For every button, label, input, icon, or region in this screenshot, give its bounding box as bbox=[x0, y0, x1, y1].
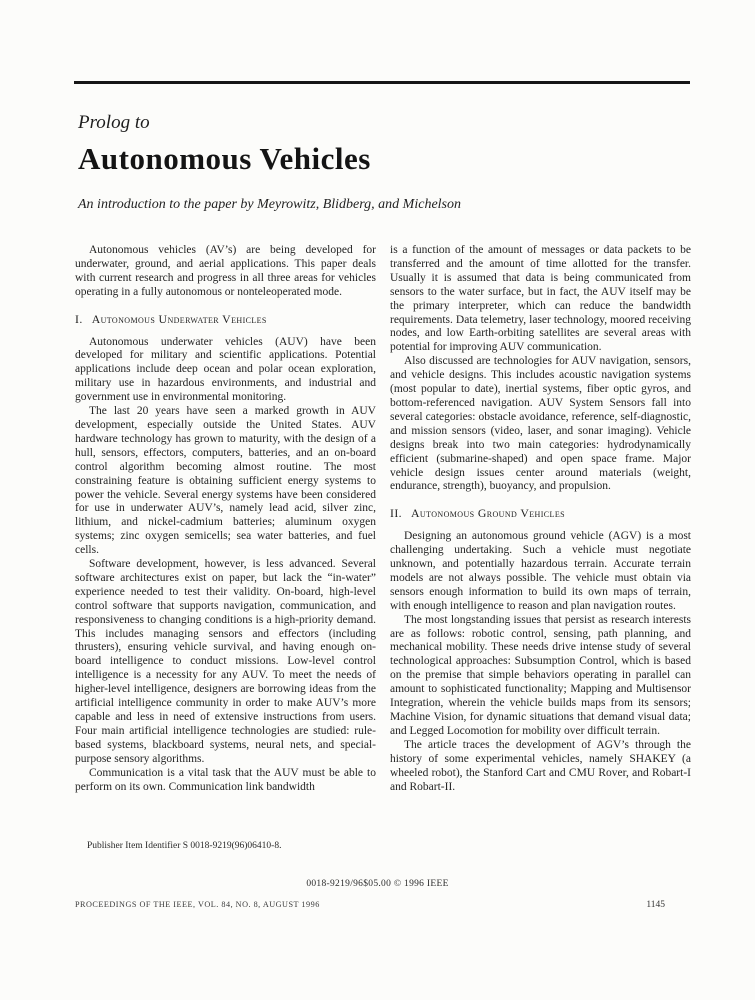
copyright-line: 0018-9219/96$05.00 © 1996 IEEE bbox=[306, 879, 449, 889]
kicker: Prolog to bbox=[78, 112, 150, 133]
section-heading-agv bbox=[390, 507, 691, 521]
paragraph: The most longstanding issues that persist as research interests are as follows: robotic control, sensing, path planning, and mechanical mobility. These needs drive intense study of several technological approaches: Subsumption Control, which is based on the premise that simple behaviors operating in parallel can amount to sophisticated functionality; Mapping and Multisensor Integration, wherein the vehicle builds maps from its sensors; Machine Vision, for dynamic situations that demand visual data; and Legged Locomotion for mobility over difficult terrain. bbox=[390, 613, 691, 737]
page-footer bbox=[75, 900, 665, 910]
journal-info: PROCEEDINGS OF THE IEEE, VOL. 84, NO. 8, AUGUST 1996 bbox=[75, 900, 320, 909]
paragraph: Also discussed are technologies for AUV navigation, sensors, and vehicle designs. This includes acoustic navigation systems (most popular to date), inertial systems, fiber optic gyros, and bottom-referenced navigation. AUV System Sensors fall into several categories: obstacle avoidance, reference, self-diagnostic, and mission sensors (video, laser, and sonar imaging). Vehicle designs break into two main categories: hydrodynamically efficient (submarine-shaped) and open space frame. Major vehicle design issues center around materials (weight, endurance, strength), buoyancy, and propulsion. bbox=[390, 355, 691, 493]
paragraph: Autonomous vehicles (AV’s) are being developed for underwater, ground, and aerial applications. This paper deals with current research and progress in all three areas for vehicles operating in a fully autonomous or nonteleoperated mode. bbox=[75, 244, 376, 298]
paragraph: The last 20 years have seen a marked growth in AUV development, especially outside the United States. AUV hardware technology has grown to maturity, with the design of a hull, sensors, effectors, computers, batteries, and an on-board control algorithm becoming almost routine. The most constraining feature is obtaining sufficient energy systems to power the vehicle. Several energy systems have been considered for use in underwater AUV’s, namely lead acid, silver zinc, lithium, and nickel-cadmium batteries; aluminum oxygen systems; zinc oxygen semicells; sea water batteries, and fuel cells. bbox=[75, 405, 376, 557]
section-title: Autonomous Underwater Vehicles bbox=[91, 311, 267, 326]
paragraph: The article traces the development of AGV’s through the history of some experimental vehicles, namely SHAKEY (a wheeled robot), the Stanford Cart and CMU Rover, and Robart-I and Robart-II. bbox=[390, 738, 691, 793]
byline: An introduction to the paper by Meyrowitz, Blidberg, and Michelson bbox=[78, 197, 461, 212]
paragraph: Autonomous underwater vehicles (AUV) have been developed for military and scientific applications. Potential applications include deep ocean and polar ocean exploration, military use in hazardous environments, and industrial and government use in environmental monitoring. bbox=[75, 335, 376, 404]
paragraph: is a function of the amount of messages or data packets to be transferred and the amount of time allotted for the transfer. Usually it is assumed that data is being communicated from sensors to the water surface, but in fact, the AUV itself may be the primary interpreter, which can reduce the bandwidth requirements. Data telemetry, laser technology, moored receiving nodes, and low Earth-orbiting satellites are several areas with potential for improving AUV communication. bbox=[390, 244, 691, 354]
top-rule bbox=[74, 81, 690, 84]
paragraph: Designing an autonomous ground vehicle (AGV) is a most challenging undertaking. Such a vehicle must negotiate unknown, and potentially hazardous terrain. Accurate terrain models are not always possible. The vehicle must obtain via sensors enough information to build its own maps of terrain, with enough intelligence to reason and plan navigation routes. bbox=[390, 530, 691, 612]
section-title: Autonomous Ground Vehicles bbox=[411, 506, 565, 521]
left-column bbox=[75, 244, 376, 854]
section-number: I. bbox=[75, 311, 83, 326]
body-columns bbox=[75, 244, 691, 854]
section-heading-auv bbox=[75, 313, 376, 327]
paragraph: Software development, however, is less advanced. Several software architectures exist on paper, but lack the “in-water” experience needed to test their validity. On-board, high-level control software that supports navigation, communication, and responsiveness to changing conditions is a high-priority demand. This includes managing sensors and effectors (including thrusters), ensuring vehicle survival, and having enough on-board intelligence to conduct missions. Low-level control intelligence is a necessity for any AUV. To meet the needs of higher-level intelligence, designers are borrowing ideas from the artificial intelligence community in order to make AUV’s more capable and less in need of extensive instructions from users. Four main artificial intelligence technologies are studied: rule-based systems, blackboard systems, neural nets, and special-purpose sensory algorithms. bbox=[75, 558, 376, 765]
publisher-item-identifier: Publisher Item Identifier S 0018-9219(96)06410-8. bbox=[75, 841, 376, 852]
right-column bbox=[390, 244, 691, 854]
section-number: II. bbox=[390, 506, 403, 521]
page-number: 1145 bbox=[646, 900, 665, 910]
page-title: Autonomous Vehicles bbox=[78, 141, 371, 176]
title-block bbox=[78, 112, 678, 213]
paragraph: Communication is a vital task that the AUV must be able to perform on its own. Communication link bandwidth bbox=[75, 766, 376, 793]
